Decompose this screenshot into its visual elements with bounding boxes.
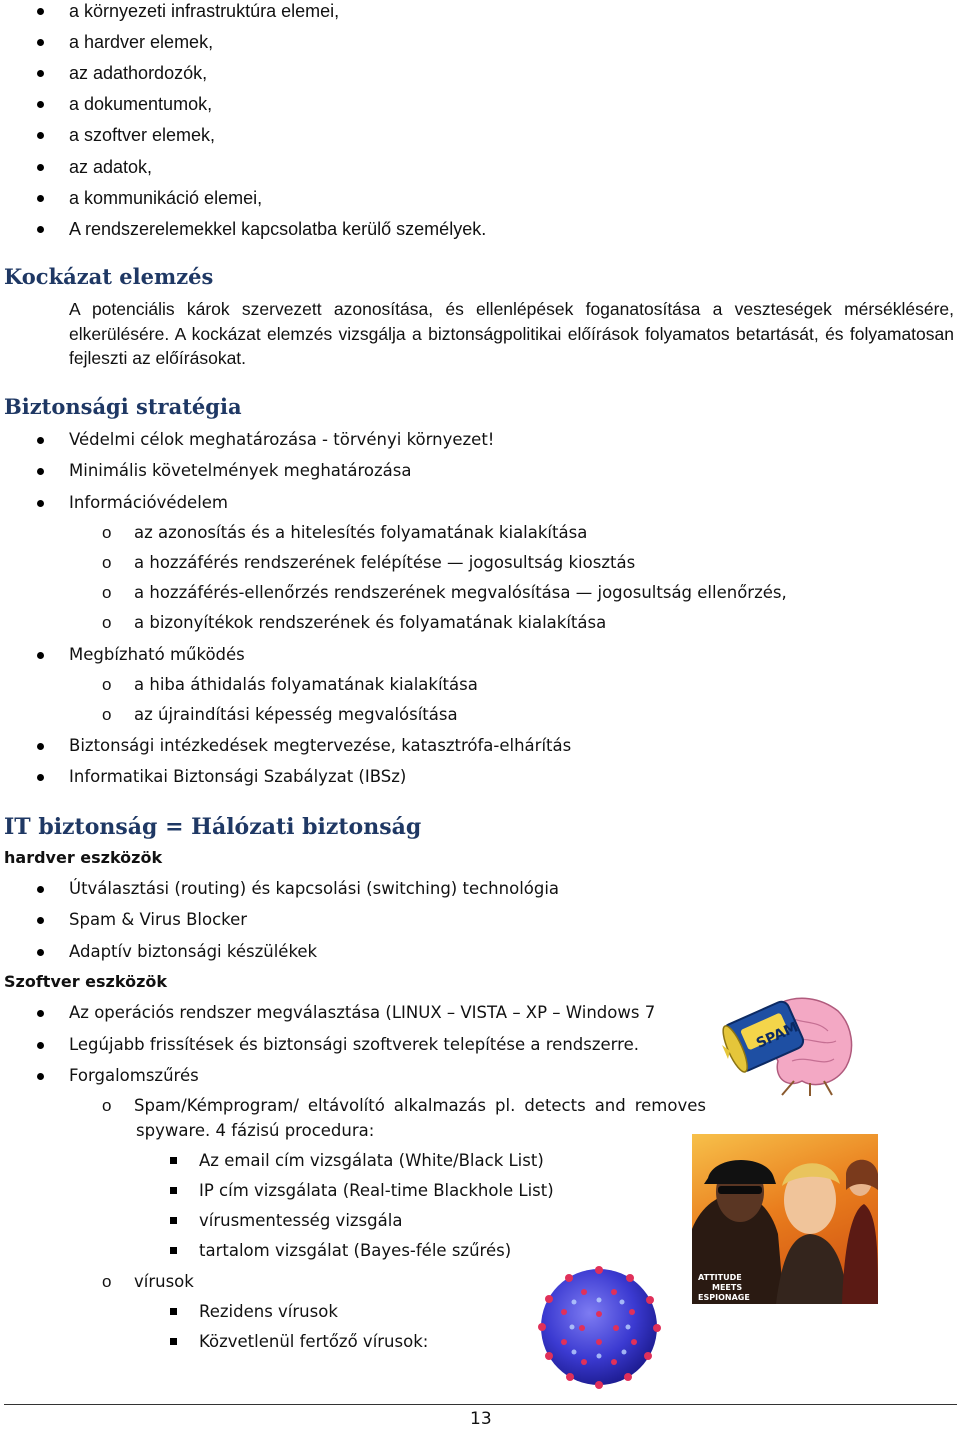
section-heading-it: IT biztonság = Hálózati biztonság (4, 814, 422, 840)
list-item: Minimális követelmények meghatározása (69, 461, 412, 480)
list-item: Védelmi célok meghatározása - törvényi környezet! (69, 430, 495, 449)
list-item: Legújabb frissítések és biztonsági szoftverek telepítése a rendszerre. (69, 1035, 639, 1054)
square-bullet-icon (170, 1338, 177, 1345)
bullet-icon (37, 917, 44, 924)
sub-sub-list-item: IP cím vizsgálata (Real-time Blackhole List) (199, 1181, 554, 1200)
sub-bullet-icon: o (102, 1272, 112, 1291)
list-item: Informatikai Biztonsági Szabályzat (IBSz) (69, 767, 407, 786)
list-item: Útválasztási (routing) és kapcsolási (switching) technológia (69, 879, 560, 898)
bullet-icon (37, 101, 44, 108)
list-item: az adatok, (69, 157, 153, 177)
list-item: Adaptív biztonsági készülékek (69, 942, 318, 961)
section-heading-strategy: Biztonsági stratégia (4, 394, 242, 419)
list-item: az adathordozók, (69, 63, 208, 83)
bullet-icon (37, 39, 44, 46)
page-number: 13 (470, 1409, 492, 1429)
square-bullet-icon (170, 1308, 177, 1315)
bullet-icon (37, 886, 44, 893)
sub-bullet-icon: o (102, 583, 112, 602)
sub-sub-list-item: vírusmentesség vizsgála (199, 1211, 403, 1230)
sub-sub-list-item: Az email cím vizsgálata (White/Black List) (199, 1151, 544, 1170)
movie-tagline: ATTITUDE (698, 1273, 742, 1282)
sub-bullet-icon: o (102, 1096, 112, 1115)
bullet-icon (37, 774, 44, 781)
sub-sub-list-item: tartalom vizsgálat (Bayes-féle szűrés) (199, 1241, 512, 1260)
bullet-icon (37, 132, 44, 139)
sub-sub-list-item: Rezidens vírusok (199, 1302, 338, 1321)
bullet-icon (37, 949, 44, 956)
square-bullet-icon (170, 1217, 177, 1224)
sub-bullet-icon: o (102, 705, 112, 724)
movie-poster-image (692, 1134, 878, 1304)
sub-bullet-icon: o (102, 523, 112, 542)
square-bullet-icon (170, 1247, 177, 1254)
bullet-icon (37, 195, 44, 202)
sub-sub-list-item: Közvetlenül fertőző vírusok: (199, 1332, 429, 1351)
sub-list-item: a bizonyítékok rendszerének és folyamatának kialakítása (134, 613, 607, 632)
square-bullet-icon (170, 1157, 177, 1164)
sub-list-item: vírusok (134, 1272, 194, 1291)
bullet-icon (37, 226, 44, 233)
sub-list-item: a hozzáférés-ellenőrzés rendszerének megvalósítása — jogosultság ellenőrzés, (134, 583, 787, 602)
spam-remover-text-continued: spyware. 4 fázisú procedura: (136, 1121, 375, 1140)
spam-remover-text: Spam/Kémprogram/ eltávolító alkalmazás pl. detects and removes (134, 1096, 706, 1115)
bullet-icon (37, 8, 44, 15)
list-item: a dokumentumok, (69, 94, 213, 114)
bullet-icon (37, 164, 44, 171)
list-item: Forgalomszűrés (69, 1066, 199, 1085)
footer-divider (4, 1404, 957, 1405)
list-item: Megbízható működés (69, 645, 245, 664)
list-item: a környezeti infrastruktúra elemei, (69, 1, 340, 21)
list-item: Biztonsági intézkedések megtervezése, katasztrófa-elhárítás (69, 736, 572, 755)
list-item: Az operációs rendszer megválasztása (LINUX – VISTA – XP – Windows 7 (69, 1003, 656, 1022)
sub-list-item: a hiba áthidalás folyamatának kialakítása (134, 675, 478, 694)
square-bullet-icon (170, 1187, 177, 1194)
bullet-icon (37, 743, 44, 750)
sub-bullet-icon: o (102, 553, 112, 572)
list-item: Információvédelem (69, 493, 229, 512)
list-item: A rendszerelemekkel kapcsolatba kerülő személyek. (69, 219, 487, 239)
bullet-icon (37, 70, 44, 77)
sub-bullet-icon: o (102, 675, 112, 694)
bullet-icon (37, 1010, 44, 1017)
bullet-icon (37, 468, 44, 475)
list-item: a kommunikáció elemei, (69, 188, 263, 208)
sub-list-item: az azonosítás és a hitelesítés folyamatának kialakítása (134, 523, 588, 542)
virus-illustration (534, 1262, 664, 1392)
bullet-icon (37, 437, 44, 444)
risk-paragraph: A potenciális károk szervezett azonosítása, és ellenlépések foganatosítása a veszteségek mérséklésére, elkerülésére. A kockázat elemzés vizsgálja a biztonságpolitikai előírások folyamatos betartását, és folyamatosan fejleszti az előírásokat. (69, 299, 954, 368)
sub-bullet-icon: o (102, 613, 112, 632)
subheading-hardware: hardver eszközök (4, 848, 163, 867)
bullet-icon (37, 652, 44, 659)
subheading-software: Szoftver eszközök (4, 972, 168, 991)
list-item: Spam & Virus Blocker (69, 910, 248, 929)
movie-tagline: MEETS (712, 1283, 743, 1292)
list-item: a szoftver elemek, (69, 125, 216, 145)
bullet-icon (37, 1042, 44, 1049)
list-item: a hardver elemek, (69, 32, 214, 52)
bullet-icon (37, 1073, 44, 1080)
spam-can-label: SPAM (754, 1019, 801, 1052)
sub-list-item: a hozzáférés rendszerének felépítése — jogosultság kiosztás (134, 553, 636, 572)
section-heading-risk: Kockázat elemzés (4, 264, 214, 289)
spam-can-illustration (720, 985, 860, 1097)
bullet-icon (37, 500, 44, 507)
movie-tagline: ESPIONAGE (698, 1293, 750, 1302)
sub-list-item: az újraindítási képesség megvalósítása (134, 705, 458, 724)
